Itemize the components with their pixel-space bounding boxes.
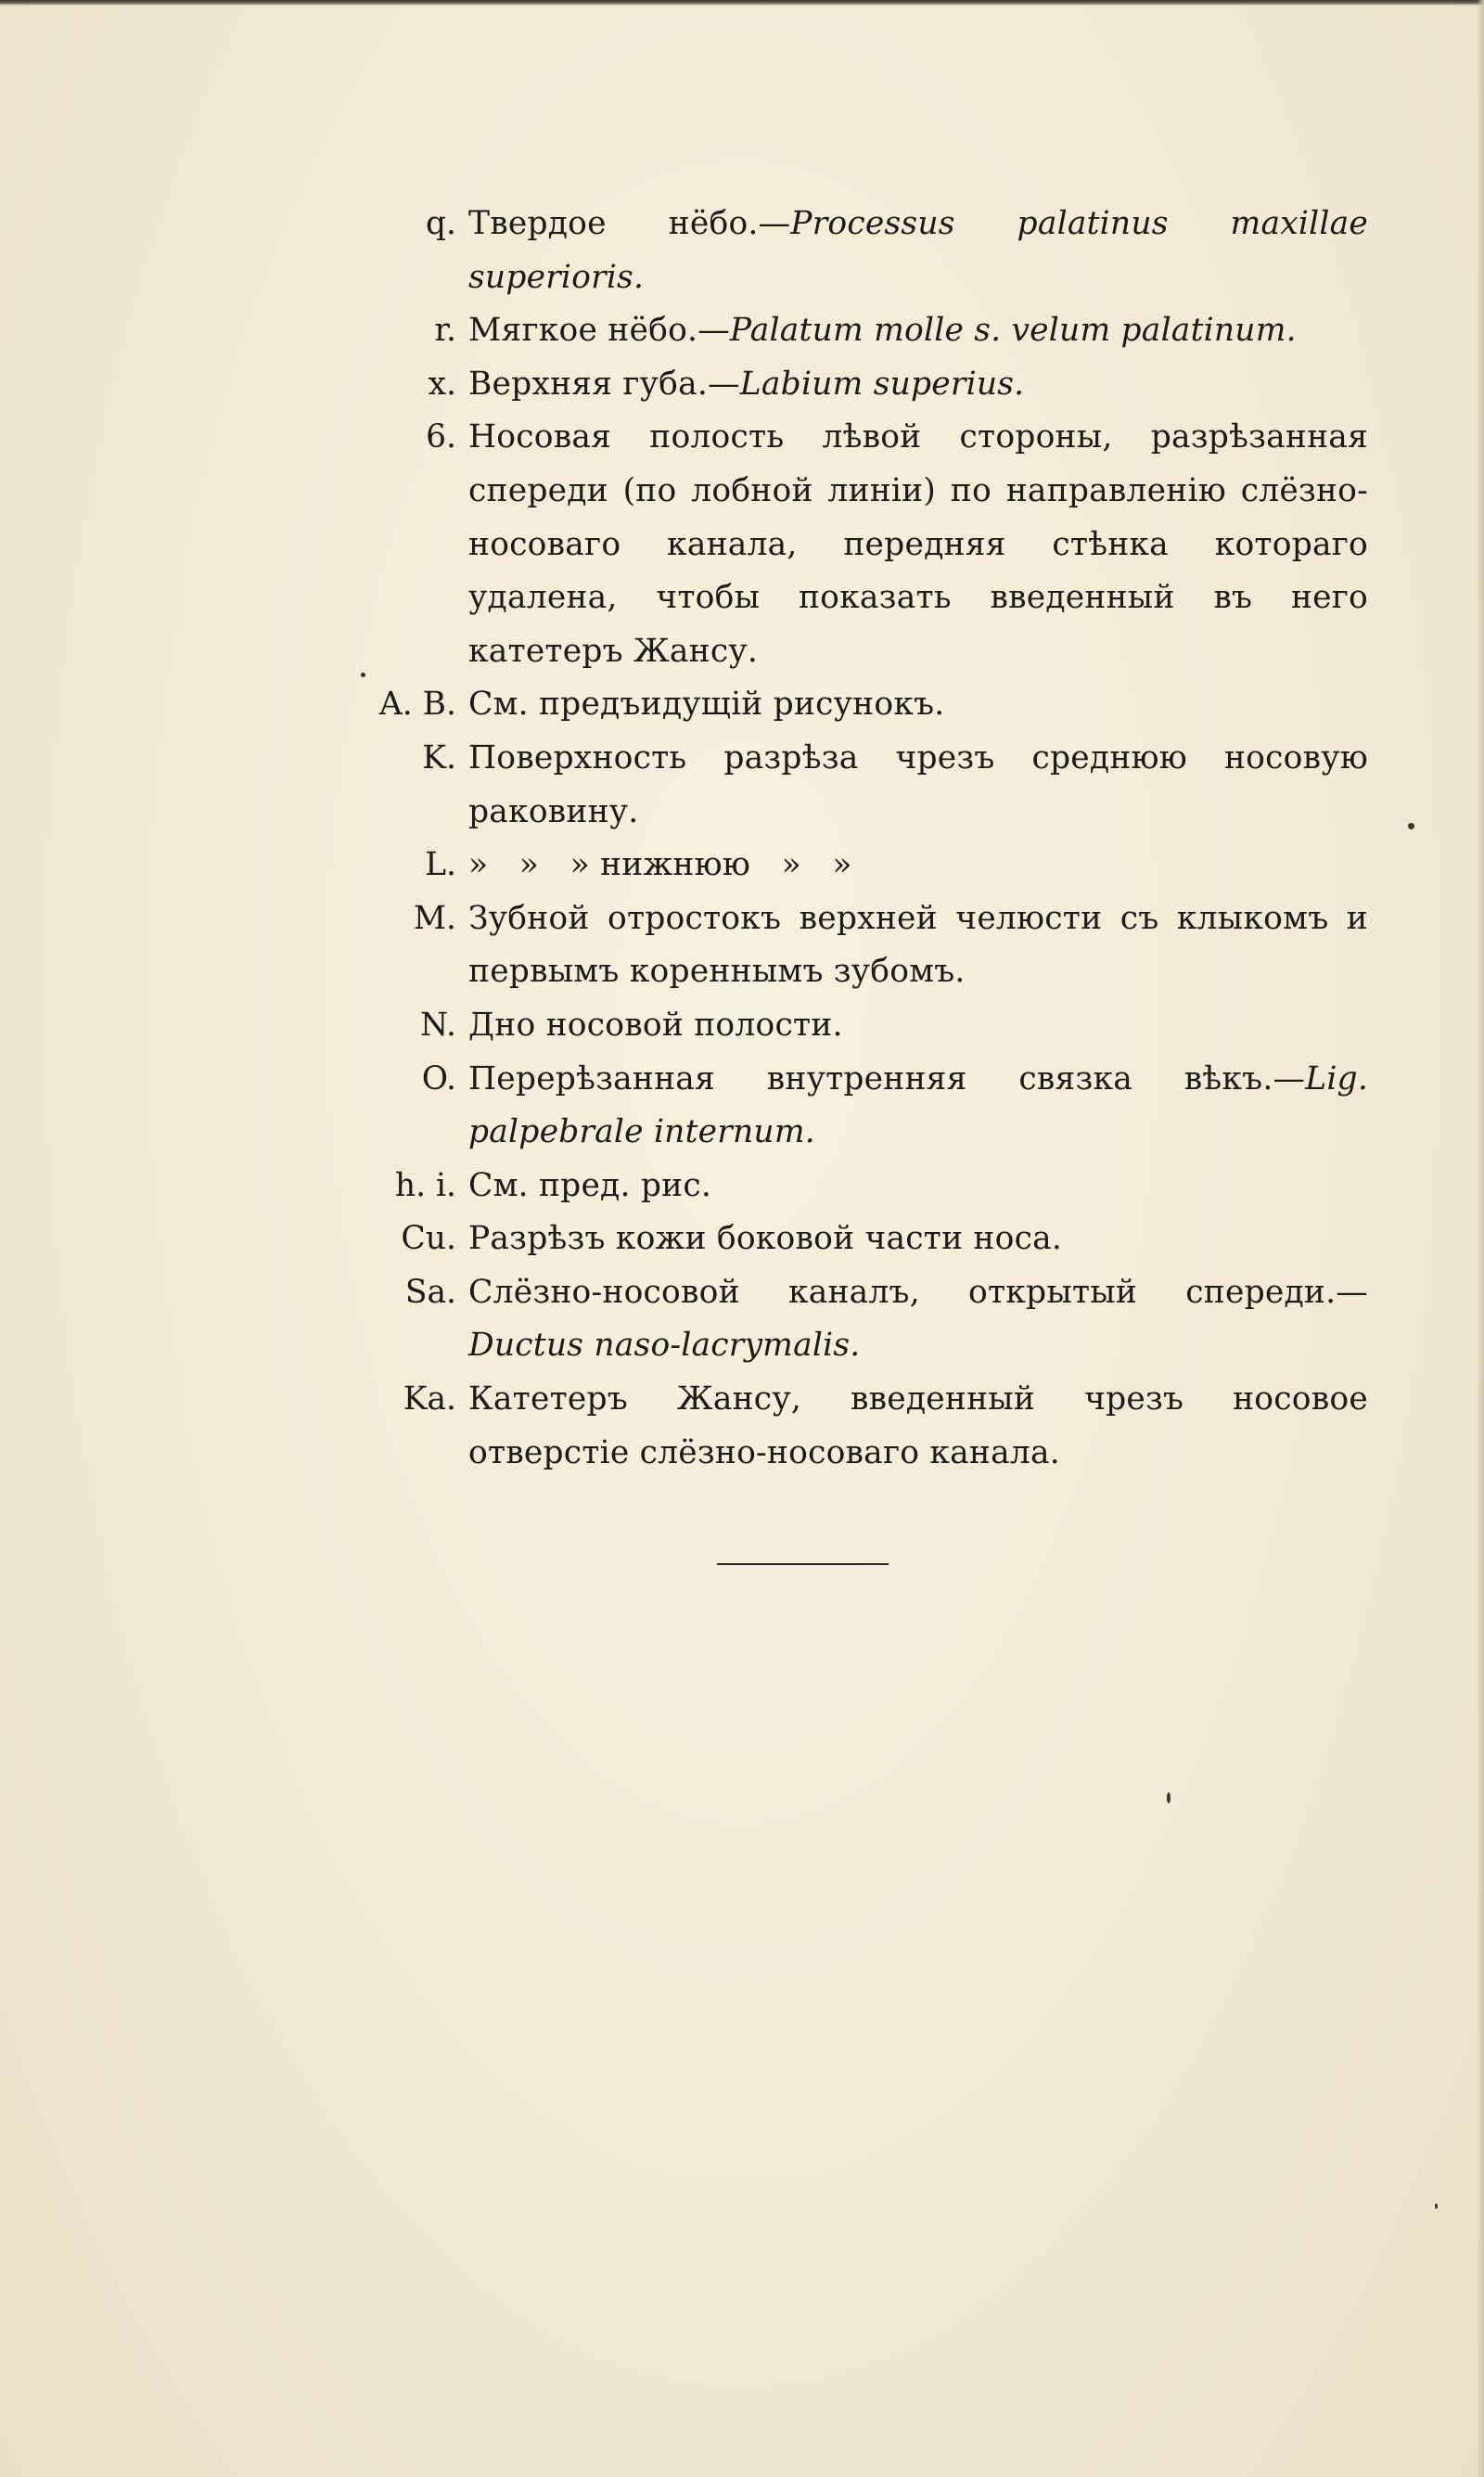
entry-text: » » » нижнюю » » xyxy=(468,846,852,884)
entry-latin: Labium superius. xyxy=(739,365,1025,403)
legend-entry xyxy=(366,198,1368,304)
legend-entry xyxy=(366,839,1368,892)
ink-speck xyxy=(1167,1792,1171,1803)
legend-list xyxy=(366,198,1368,1480)
entry-russian: Слёзно-носовой каналъ, открытый спереди.— xyxy=(468,1273,1368,1311)
entry-latin: Processus palatinus maxillae superioris. xyxy=(468,205,1368,296)
legend-entry xyxy=(366,1373,1368,1480)
legend-entry xyxy=(366,358,1368,412)
entry-label: Sa. xyxy=(404,1273,456,1311)
ink-speck xyxy=(1435,2203,1438,2209)
entry-label: L. xyxy=(425,846,456,884)
entry-text: Поверхность разрѣза чрезъ среднюю носовую раковину. xyxy=(468,738,1368,830)
legend-entry xyxy=(366,411,1368,678)
entry-label: O. xyxy=(421,1059,456,1097)
ink-speck xyxy=(1408,823,1414,829)
entry-label: K. xyxy=(422,738,456,776)
entry-russian: Перерѣзанная внутренняя связка вѣкъ.— xyxy=(468,1059,1306,1097)
legend-entry xyxy=(366,1213,1368,1266)
entry-text: См. предъидущій рисунокъ. xyxy=(468,686,945,724)
entry-label: q. xyxy=(425,205,456,242)
entry-latin: Palatum molle s. velum palatinum. xyxy=(729,312,1297,350)
entry-text: Носовая полость лѣвой стороны, разрѣзанная спереди (по лобной линіи) по направленію слёзно-носоваго канала, передняя стѣнка котораго удалена, чтобы показать введенный въ него катетеръ Жансу. xyxy=(468,418,1368,670)
section-end-rule xyxy=(717,1563,889,1565)
legend-entry xyxy=(366,999,1368,1053)
legend-entry xyxy=(366,1160,1368,1213)
entry-text: Разрѣзъ кожи боковой части носа. xyxy=(468,1220,1063,1258)
entry-label: 6. xyxy=(426,418,456,456)
entry-russian: Мягкое нёбо.— xyxy=(468,312,730,350)
legend-entry xyxy=(366,1266,1368,1373)
entry-label: N. xyxy=(420,1006,456,1044)
entry-text: Дно носовой полости. xyxy=(468,1006,843,1044)
legend-entry xyxy=(366,732,1368,839)
legend-entry xyxy=(366,304,1368,358)
entry-label: r. xyxy=(434,312,456,350)
entry-label: M. xyxy=(413,899,456,937)
entry-label: Cu. xyxy=(401,1220,456,1258)
entry-latin: Ductus naso-lacrymalis. xyxy=(468,1327,861,1365)
entry-text xyxy=(468,1266,1368,1373)
entry-text: Катетеръ Жансу, введенный чрезъ носовое отверстіе слёзно-носоваго канала. xyxy=(468,1380,1368,1471)
page-top-edge xyxy=(0,0,1484,6)
legend-entry xyxy=(366,892,1368,999)
legend-entry xyxy=(366,1053,1368,1160)
entry-text: Зубной отростокъ верхней челюсти съ клыкомъ и первымъ кореннымъ зубомъ. xyxy=(468,899,1368,991)
ink-speck xyxy=(361,673,365,677)
entry-text xyxy=(468,304,1368,358)
entry-text xyxy=(468,1053,1368,1160)
entry-label: h. i. xyxy=(394,1166,456,1204)
entry-text xyxy=(468,358,1368,412)
entry-label: Ka. xyxy=(403,1380,456,1418)
legend-entry xyxy=(366,678,1368,732)
entry-text: См. пред. рис. xyxy=(468,1166,712,1204)
entry-label: A. B. xyxy=(378,686,456,724)
entry-text xyxy=(468,198,1368,304)
page-right-edge xyxy=(1477,0,1484,2477)
entry-label: x. xyxy=(428,365,456,403)
entry-russian: Твердое нёбо.— xyxy=(468,205,791,242)
entry-latin: Lig. palpebrale internum. xyxy=(468,1059,1368,1151)
entry-russian: Верхняя губа.— xyxy=(468,365,740,403)
